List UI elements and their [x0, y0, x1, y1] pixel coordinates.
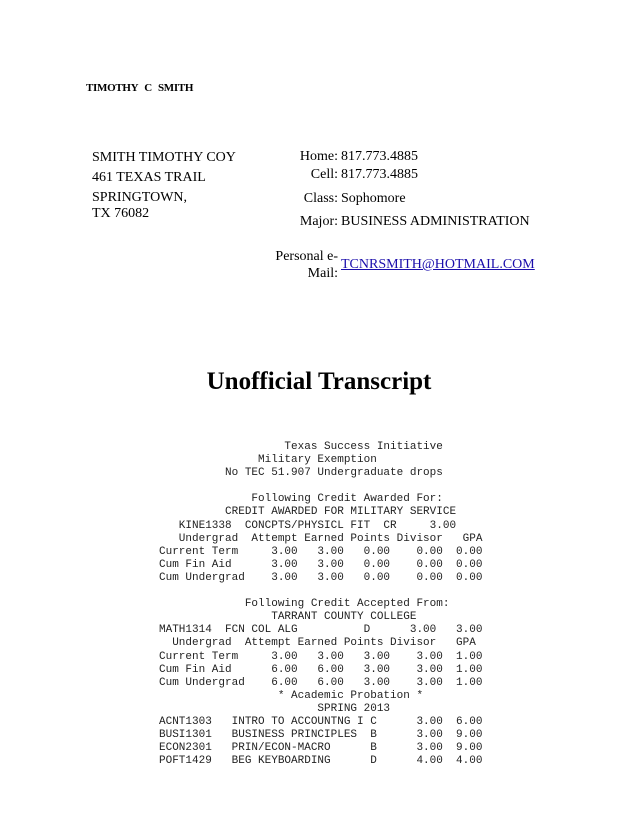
- transcript-line: ECON2301 PRIN/ECON-MACRO B 3.00 9.00: [159, 742, 483, 755]
- transcript-body: [159, 441, 482, 768]
- cell-phone: 817.773.4885: [341, 167, 418, 182]
- home-phone: 817.773.4885: [341, 149, 418, 164]
- transcript-line: Current Term 3.00 3.00 3.00 3.00 1.00: [159, 650, 483, 663]
- cell-label: Cell:: [310, 167, 338, 182]
- transcript-line: TARRANT COUNTY COLLEGE: [159, 611, 417, 624]
- student-address-block: [92, 149, 236, 223]
- transcript-line: KINE1338 CONCPTS/PHYSICL FIT CR 3.00: [159, 519, 457, 532]
- class-label: Class:: [303, 191, 338, 206]
- transcript-line: SPRING 2013: [159, 702, 391, 715]
- transcript-line: CREDIT AWARDED FOR MILITARY SERVICE: [159, 506, 457, 519]
- page-title: Unofficial Transcript: [206, 368, 432, 395]
- email-label-line1: Personal e-: [275, 249, 338, 264]
- header-first-name: TIMOTHY: [86, 82, 139, 94]
- major-value: BUSINESS ADMINISTRATION: [341, 214, 530, 229]
- transcript-line: Military Exemption: [159, 454, 377, 467]
- transcript-line: [159, 480, 482, 493]
- transcript-line: ACNT1303 INTRO TO ACCOUNTNG I C 3.00 6.00: [159, 715, 483, 728]
- student-name: SMITH TIMOTHY COY: [92, 150, 236, 165]
- transcript-line: Texas Success Initiative: [159, 441, 443, 453]
- major-label: Major:: [299, 214, 338, 229]
- student-street: 461 TEXAS TRAIL: [92, 170, 206, 185]
- header-middle-initial: C: [144, 82, 152, 94]
- transcript-line: BUSI1301 BUSINESS PRINCIPLES B 3.00 9.00: [159, 729, 483, 742]
- transcript-line: * Academic Probation *: [159, 689, 424, 702]
- home-label: Home:: [299, 149, 338, 164]
- student-city: SPRINGTOWN,: [92, 190, 188, 205]
- transcript-line: Cum Fin Aid 3.00 3.00 0.00 0.00 0.00: [159, 558, 483, 571]
- transcript-line: Following Credit Awarded For:: [159, 493, 443, 506]
- transcript-line: [159, 585, 482, 598]
- transcript-line: MATH1314 FCN COL ALG D 3.00 3.00: [159, 624, 483, 637]
- transcript-line: No TEC 51.907 Undergraduate drops: [159, 467, 443, 480]
- student-state-zip: TX 76082: [92, 206, 150, 221]
- transcript-line: Undergrad Attempt Earned Points Divisor GPA: [159, 637, 476, 650]
- transcript-line: POFT1429 BEG KEYBOARDING D 4.00 4.00: [159, 755, 483, 768]
- class-value: Sophomore: [341, 191, 406, 206]
- header-last-name: SMITH: [157, 82, 194, 94]
- transcript-line: Undergrad Attempt Earned Points Divisor GPA: [159, 532, 483, 545]
- header-student-name: [86, 82, 199, 94]
- transcript-line: Cum Undergrad 6.00 6.00 3.00 3.00 1.00: [159, 676, 483, 689]
- transcript-line: Current Term 3.00 3.00 0.00 0.00 0.00: [159, 545, 483, 558]
- transcript-line: Cum Fin Aid 6.00 6.00 3.00 3.00 1.00: [159, 663, 483, 676]
- transcript-line: Cum Undergrad 3.00 3.00 0.00 0.00 0.00: [159, 571, 483, 584]
- email-label-line2: Mail:: [307, 266, 338, 281]
- email-link[interactable]: TCNRSMITH@HOTMAIL.COM: [341, 257, 535, 272]
- transcript-line: Following Credit Accepted From:: [159, 598, 450, 611]
